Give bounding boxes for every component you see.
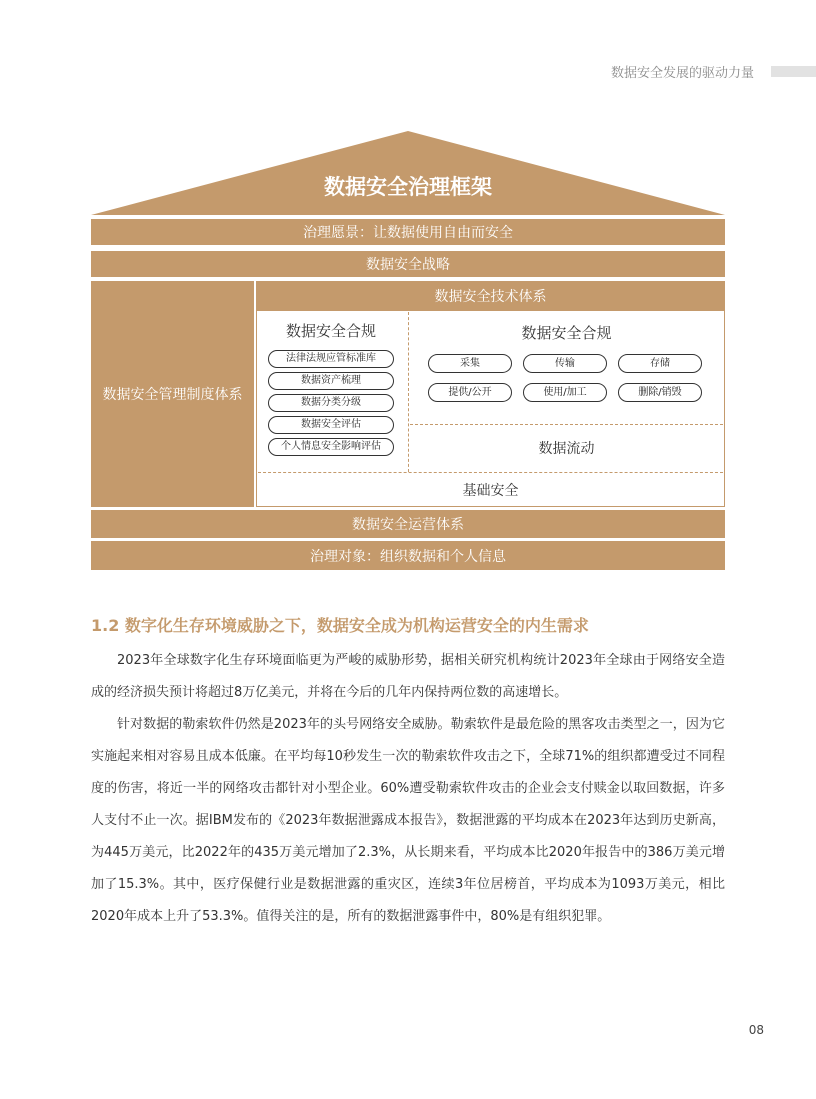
column-divider: [408, 312, 409, 472]
compliance-left-column: [266, 320, 396, 460]
governance-objects-band: 治理对象：组织数据和个人信息: [91, 539, 725, 570]
lifecycle-stage: 删除/销毁: [618, 383, 702, 402]
tech-system-header: 数据安全技术体系: [256, 281, 725, 310]
header-accent-bar: [771, 66, 816, 77]
framework-title: 数据安全治理框架: [324, 175, 492, 199]
management-system-pillar: 数据安全管理制度体系: [91, 281, 254, 507]
flow-divider: [410, 424, 723, 425]
body-paragraph: 针对数据的勒索软件仍然是2023年的头号网络安全威胁。勒索软件是最危险的黑客攻击类型之一，因为它实施起来相对容易且成本低廉。在平均每10秒发生一次的勒索软件攻击之下，全球71%的组织都遭受过不同程度的伤害，将近一半的网络攻击都针对小型企业。60%遭受勒索软件攻击的企业会支付赎金以取回数据，许多人支付不止一次。据IBM发布的《2023年数据泄露成本报告》，数据泄露的平均成本在2023年达到历史新高，为445万美元，比2022年的435万美元增加了2.3%，从长期来看，平均成本比2020年报告中的386万美元增加了15.3%。其中，医疗保健行业是数据泄露的重灾区，连续3年位居榜首，平均成本为1093万美元，相比2020年成本上升了53.3%。值得关注的是，所有的数据泄露事件中，80%是有组织犯罪。: [91, 717, 725, 924]
governance-vision-band: 治理愿景：让数据使用自由而安全: [91, 217, 725, 245]
data-lifecycle-grid: [428, 354, 708, 402]
operations-band: 数据安全运营体系: [91, 508, 725, 538]
lifecycle-stage: 存储: [618, 354, 702, 373]
lifecycle-stage: 采集: [428, 354, 512, 373]
running-header-title: 数据安全发展的驱动力量: [610, 66, 754, 81]
compliance-item: 个人情息安全影响评估: [268, 438, 394, 456]
section-heading: 1.2 数字化生存环境威胁之下，数据安全成为机构运营安全的内生需求: [91, 616, 589, 635]
compliance-right-label: 数据安全合规: [521, 324, 612, 342]
page-number: 08: [748, 1023, 764, 1037]
data-flow-label: 数据流动: [538, 441, 595, 457]
compliance-item: 法律法规应管标准库: [268, 350, 394, 368]
security-strategy-band: 数据安全战略: [91, 249, 725, 277]
base-security-label: 基础安全: [462, 483, 519, 499]
lifecycle-stage: 传输: [523, 354, 607, 373]
compliance-left-label: 数据安全合规: [285, 322, 376, 340]
compliance-item: 数据分类分级: [268, 394, 394, 412]
compliance-item: 数据资产梳理: [268, 372, 394, 390]
lifecycle-stage: 使用/加工: [523, 383, 607, 402]
body-paragraph: 2023年全球数字化生存环境面临更为严峻的威胁形势，据相关研究机构统计2023年全球由于网络安全造成的经济损失预计将超过8万亿美元，并将在今后的几年内保持两位数的高速增长。: [91, 653, 725, 700]
base-divider: [258, 472, 723, 473]
lifecycle-stage: 提供/公开: [428, 383, 512, 402]
compliance-item: 数据安全评估: [268, 416, 394, 434]
